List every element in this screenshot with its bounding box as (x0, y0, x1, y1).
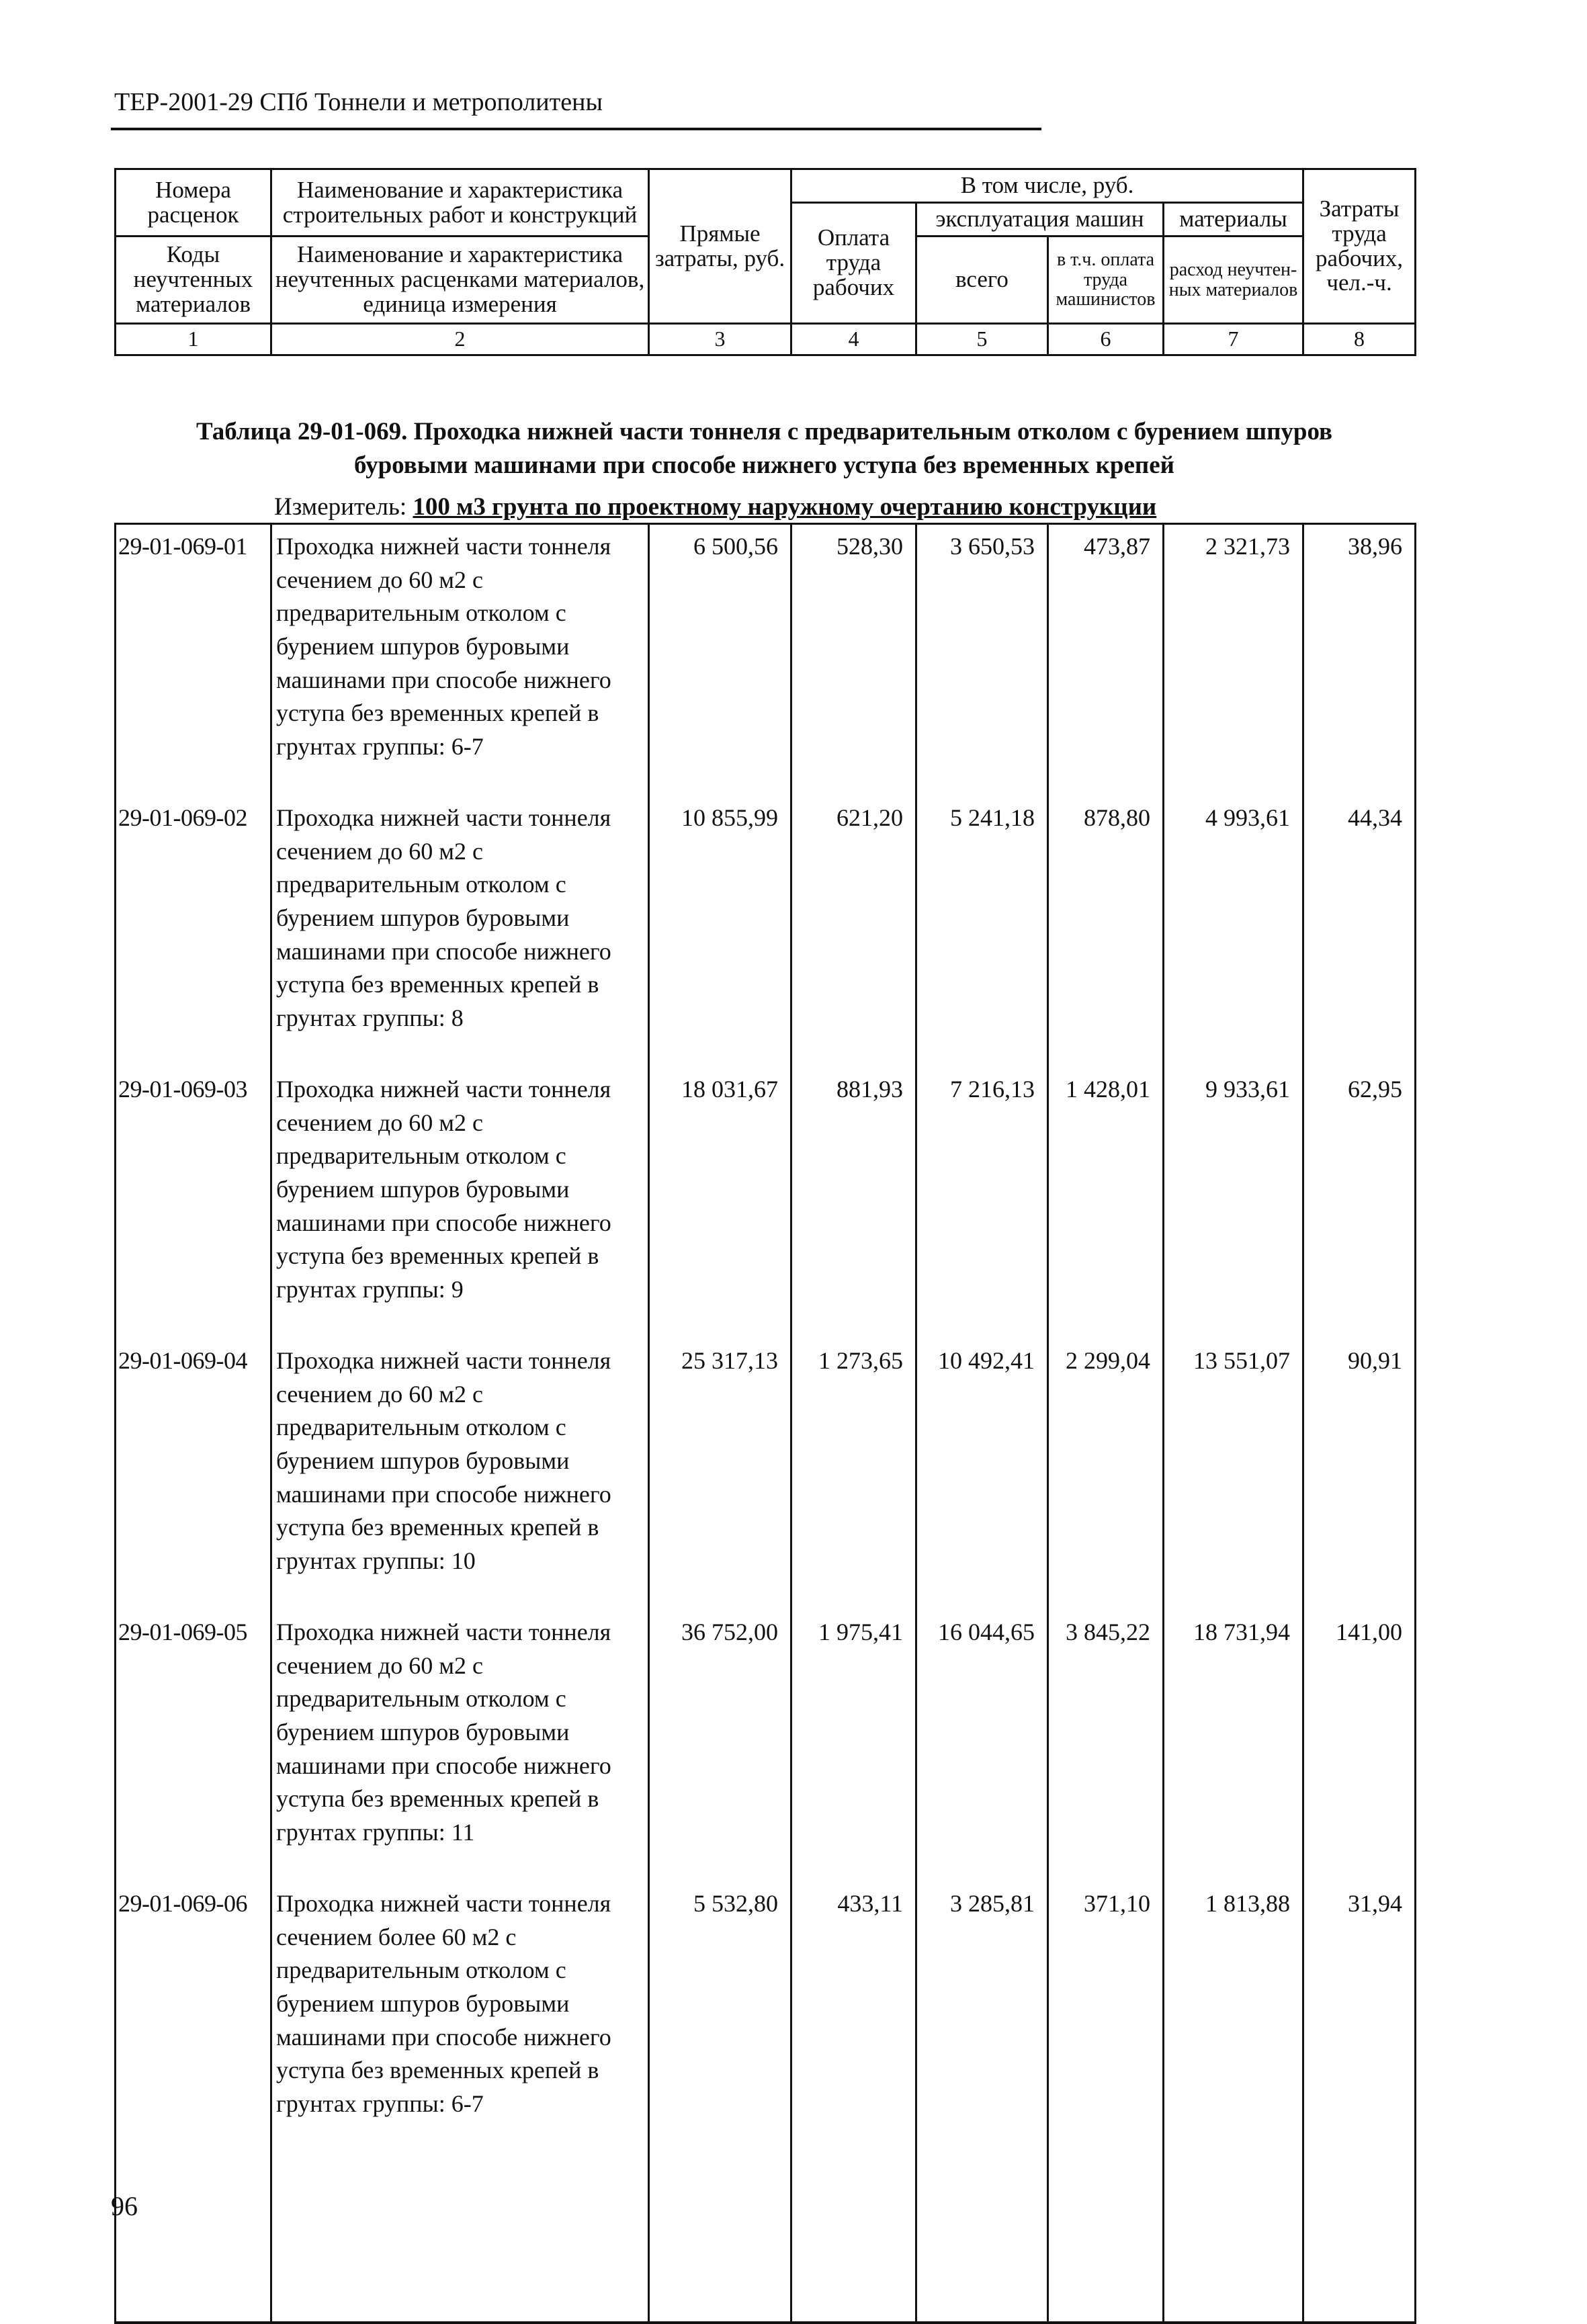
table-row (116, 1339, 1416, 1610)
materials-cost: 4 993,61 (1164, 796, 1303, 1068)
rate-code: 29-01-069-05 (116, 1610, 271, 1882)
materials-cost: 13 551,07 (1164, 1339, 1303, 1610)
header-direct-costs: Прямые затраты, руб. (649, 169, 791, 324)
empty-cell (1303, 2153, 1416, 2323)
column-number: 7 (1164, 324, 1303, 355)
direct-costs: 6 500,56 (649, 524, 791, 797)
column-number: 6 (1048, 324, 1164, 355)
materials-cost: 2 321,73 (1164, 524, 1303, 797)
operators-pay: 1 428,01 (1048, 1068, 1164, 1339)
table-row (116, 1882, 1416, 2153)
measure-unit (274, 492, 1156, 521)
table-caption (114, 415, 1414, 482)
work-description: Проходка нижней части тоннеля сечением до 60 м2 с предварительным отколом с бурением шпуров буровыми машинами при способе нижнего уступа без временных крепей в грунтах группы: 10 (271, 1339, 649, 1610)
caption-line: буровыми машинами при способе нижнего уступа без временных крепей (354, 451, 1174, 479)
machines-total: 5 241,18 (916, 796, 1048, 1068)
rate-code: 29-01-069-01 (116, 524, 271, 797)
labor-pay: 1 975,41 (791, 1610, 916, 1882)
empty-cell (271, 2153, 649, 2323)
labor-pay: 433,11 (791, 1882, 916, 2153)
column-number: 4 (791, 324, 916, 355)
header-group: В том числе, руб. (791, 169, 1303, 203)
rate-code: 29-01-069-02 (116, 796, 271, 1068)
machines-total: 3 650,53 (916, 524, 1048, 797)
labor-pay: 621,20 (791, 796, 916, 1068)
work-description: Проходка нижней части тоннеля сечением более 60 м2 с предварительным отколом с бурением шпуров буровыми машинами при способе нижнего уступа без временных крепей в грунтах группы: 6-7 (271, 1882, 649, 2153)
table-row (116, 524, 1416, 797)
measure-label: Измеритель: (274, 493, 407, 521)
column-number: 2 (271, 324, 649, 355)
empty-cell (916, 2153, 1048, 2323)
column-number: 8 (1303, 324, 1416, 355)
materials-cost: 1 813,88 (1164, 1882, 1303, 2153)
header-rule (111, 128, 1041, 130)
header-labor-pay: Оплата труда рабочих (791, 203, 916, 324)
rate-code: 29-01-069-06 (116, 1882, 271, 2153)
direct-costs: 36 752,00 (649, 1610, 791, 1882)
empty-cell (791, 2153, 916, 2323)
header-materials: материалы (1164, 203, 1303, 236)
column-number: 5 (916, 324, 1048, 355)
direct-costs: 25 317,13 (649, 1339, 791, 1610)
machines-total: 7 216,13 (916, 1068, 1048, 1339)
table-row (116, 1068, 1416, 1339)
operators-pay: 2 299,04 (1048, 1339, 1164, 1610)
labor-hours: 31,94 (1303, 1882, 1416, 2153)
operators-pay: 473,87 (1048, 524, 1164, 797)
labor-pay: 881,93 (791, 1068, 916, 1339)
running-head: ТЕР-2001-29 СПб Тоннели и метрополитены (114, 88, 603, 116)
empty-cell (1048, 2153, 1164, 2323)
machines-total: 10 492,41 (916, 1339, 1048, 1610)
machines-total: 3 285,81 (916, 1882, 1048, 2153)
empty-cell (116, 2153, 271, 2323)
caption-line: Таблица 29-01-069. Проходка нижней части тоннеля с предварительным отколом с бурением шпуров (196, 418, 1333, 445)
header-machines: эксплуатация машин (916, 203, 1164, 236)
labor-hours: 90,91 (1303, 1339, 1416, 1610)
materials-cost: 18 731,94 (1164, 1610, 1303, 1882)
direct-costs: 18 031,67 (649, 1068, 791, 1339)
header-materials-use: расход неучтен-ных материалов (1164, 236, 1303, 324)
direct-costs: 10 855,99 (649, 796, 791, 1068)
header-machines-total: всего (916, 236, 1048, 324)
table-row (116, 796, 1416, 1068)
header-operators-pay: в т.ч. оплата труда машинистов (1048, 236, 1164, 324)
materials-cost: 9 933,61 (1164, 1068, 1303, 1339)
empty-cell (1164, 2153, 1303, 2323)
labor-pay: 528,30 (791, 524, 916, 797)
header-unaccounted-name: Наименование и характеристика неучтенных расценками материалов, единица измерения (271, 236, 649, 324)
work-description: Проходка нижней части тоннеля сечением до 60 м2 с предварительным отколом с бурением шпуров буровыми машинами при способе нижнего уступа без временных крепей в грунтах группы: 6-7 (271, 524, 649, 797)
work-description: Проходка нижней части тоннеля сечением до 60 м2 с предварительным отколом с бурением шпуров буровыми машинами при способе нижнего уступа без временных крепей в грунтах группы: 8 (271, 796, 649, 1068)
machines-total: 16 044,65 (916, 1610, 1048, 1882)
header-unaccounted-codes: Коды неучтенных материалов (116, 236, 271, 324)
labor-hours: 141,00 (1303, 1610, 1416, 1882)
direct-costs: 5 532,80 (649, 1882, 791, 2153)
operators-pay: 878,80 (1048, 796, 1164, 1068)
labor-pay: 1 273,65 (791, 1339, 916, 1610)
labor-hours: 62,95 (1303, 1068, 1416, 1339)
header-labor-hours: Затраты труда рабочих, чел.-ч. (1303, 169, 1416, 324)
table-end-row (116, 2153, 1416, 2323)
work-description: Проходка нижней части тоннеля сечением до 60 м2 с предварительным отколом с бурением шпуров буровыми машинами при способе нижнего уступа без временных крепей в грунтах группы: 11 (271, 1610, 649, 1882)
table-row (116, 1610, 1416, 1882)
column-number: 3 (649, 324, 791, 355)
column-number: 1 (116, 324, 271, 355)
operators-pay: 371,10 (1048, 1882, 1164, 2153)
labor-hours: 44,34 (1303, 796, 1416, 1068)
empty-cell (649, 2153, 791, 2323)
column-header-table (114, 168, 1416, 356)
work-description: Проходка нижней части тоннеля сечением до 60 м2 с предварительным отколом с бурением шпуров буровыми машинами при способе нижнего уступа без временных крепей в грунтах группы: 9 (271, 1068, 649, 1339)
rate-code: 29-01-069-03 (116, 1068, 271, 1339)
page-number: 96 (111, 2191, 138, 2221)
rate-code: 29-01-069-04 (116, 1339, 271, 1610)
header-codes: Номера расценок (116, 169, 271, 236)
rates-table (114, 523, 1416, 2324)
operators-pay: 3 845,22 (1048, 1610, 1164, 1882)
labor-hours: 38,96 (1303, 524, 1416, 797)
measure-value: 100 м3 грунта по проектному наружному очертанию конструкции (413, 493, 1157, 521)
header-name: Наименование и характеристика строительных работ и конструкций (271, 169, 649, 236)
